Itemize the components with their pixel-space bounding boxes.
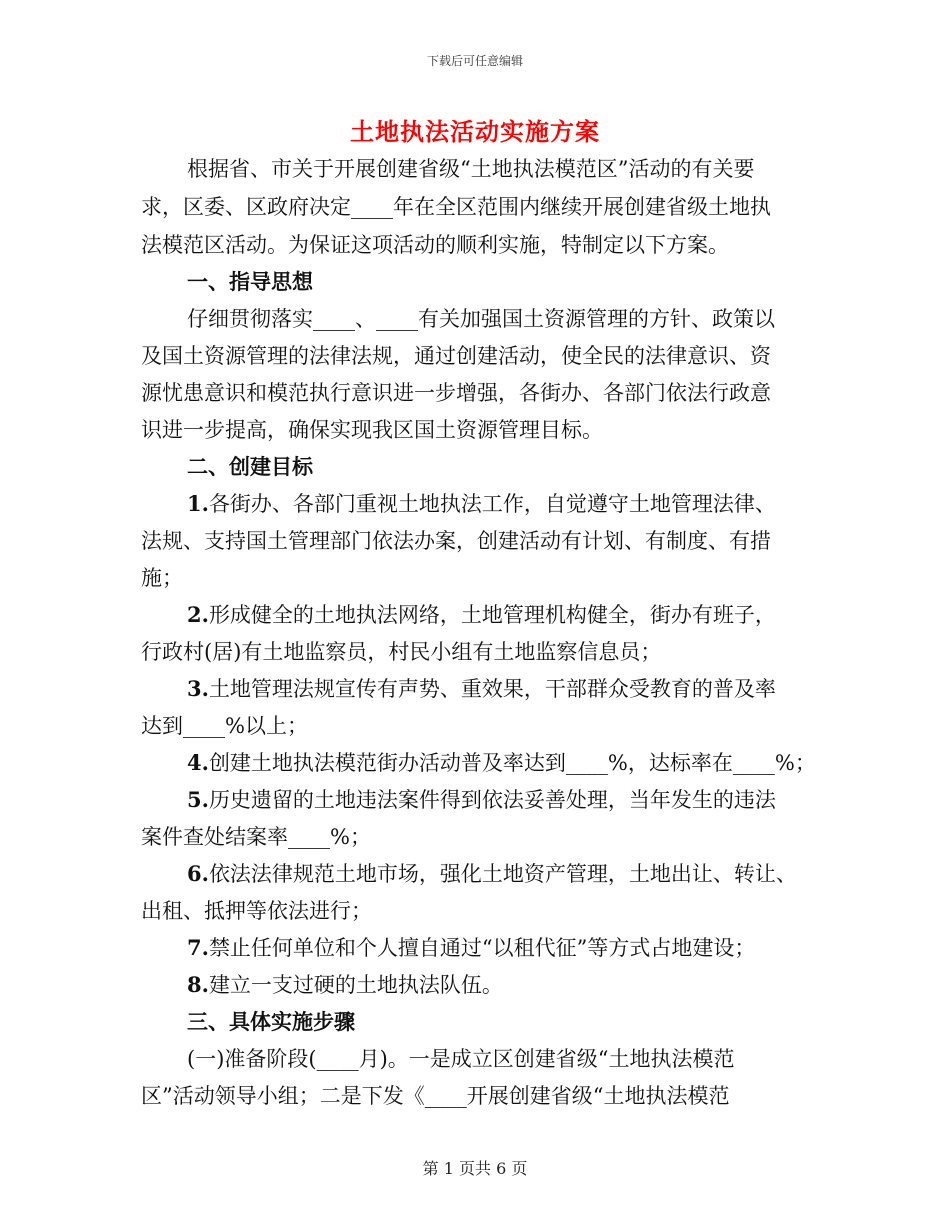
item-number: 6. bbox=[187, 861, 209, 886]
item-text: 形成健全的土地执法网络，土地管理机构健全，街办有班子， bbox=[208, 603, 776, 627]
item-text: 达到____%以上； bbox=[141, 714, 308, 738]
item-number: 1. bbox=[187, 491, 209, 516]
section-heading: 二、创建目标 bbox=[187, 454, 313, 479]
section-heading: 一、指导思想 bbox=[187, 269, 313, 294]
item-text: 施； bbox=[141, 566, 183, 590]
item-number: 2. bbox=[187, 602, 209, 627]
list-item bbox=[187, 675, 776, 703]
item-text: 创建土地执法模范街办活动普及率达到____%，达标率在____%； bbox=[208, 751, 816, 775]
list-item bbox=[187, 601, 776, 629]
list-item bbox=[187, 934, 755, 962]
list-item bbox=[187, 860, 797, 888]
paragraph-line: 仔细贯彻落实____、____有关加强国土资源管理的方针、政策以 bbox=[187, 307, 775, 331]
item-number: 4. bbox=[187, 750, 209, 775]
list-item bbox=[187, 749, 816, 777]
item-text: 禁止任何单位和个人擅自通过“以租代征”等方式占地建设； bbox=[208, 936, 756, 960]
item-number: 5. bbox=[187, 787, 209, 812]
intro-line: 求，区委、区政府决定____年在全区范围内继续开展创建省级土地执 bbox=[141, 195, 771, 219]
paragraph-line: 识进一步提高，确保实现我区国土资源管理目标。 bbox=[141, 418, 603, 442]
intro-line: 法模范区活动。为保证这项活动的顺利实施，特制定以下方案。 bbox=[141, 233, 729, 257]
list-item bbox=[187, 490, 776, 518]
item-text: 土地管理法规宣传有声势、重效果，干部群众受教育的普及率 bbox=[208, 677, 776, 701]
page-footer: 第 1 页共 6 页 bbox=[422, 1159, 528, 1178]
section-heading: 三、具体实施步骤 bbox=[187, 1009, 355, 1034]
header-note: 下载后可任意编辑 bbox=[426, 54, 523, 68]
list-item bbox=[187, 786, 776, 814]
paragraph-line: 源忧患意识和模范执行意识进一步增强，各街办、各部门依法行政意 bbox=[141, 381, 771, 405]
paragraph-line: (一)准备阶段(____月)。一是成立区创建省级“土地执法模范 bbox=[187, 1047, 735, 1071]
item-text: 行政村(居)有土地监察员，村民小组有土地监察信息员； bbox=[141, 640, 662, 664]
list-item bbox=[187, 971, 503, 999]
item-text: 法规、支持国土管理部门依法办案，创建活动有计划、有制度、有措 bbox=[141, 529, 771, 553]
item-text: 历史遗留的土地违法案件得到依法妥善处理，当年发生的违法 bbox=[208, 788, 776, 812]
item-number: 7. bbox=[187, 935, 209, 960]
item-text: 建立一支过硬的土地执法队伍。 bbox=[208, 973, 503, 997]
intro-line: 根据省、市关于开展创建省级“土地执法模范区”活动的有关要 bbox=[187, 157, 755, 181]
paragraph-line: 区”活动领导小组；二是下发《____开展创建省级“土地执法模范 bbox=[141, 1084, 730, 1108]
item-text: 依法法律规范土地市场，强化土地资产管理，土地出让、转让、 bbox=[208, 862, 797, 886]
item-number: 3. bbox=[187, 676, 209, 701]
document-title: 土地执法活动实施方案 bbox=[350, 117, 600, 146]
item-number: 8. bbox=[187, 972, 209, 997]
item-text: 案件查处结案率____%； bbox=[141, 825, 371, 849]
paragraph-line: 及国土资源管理的法律法规，通过创建活动，使全民的法律意识、资 bbox=[141, 344, 771, 368]
item-text: 各街办、各部门重视土地执法工作，自觉遵守土地管理法律、 bbox=[208, 492, 776, 516]
item-text: 出租、抵押等依法进行； bbox=[141, 899, 372, 923]
